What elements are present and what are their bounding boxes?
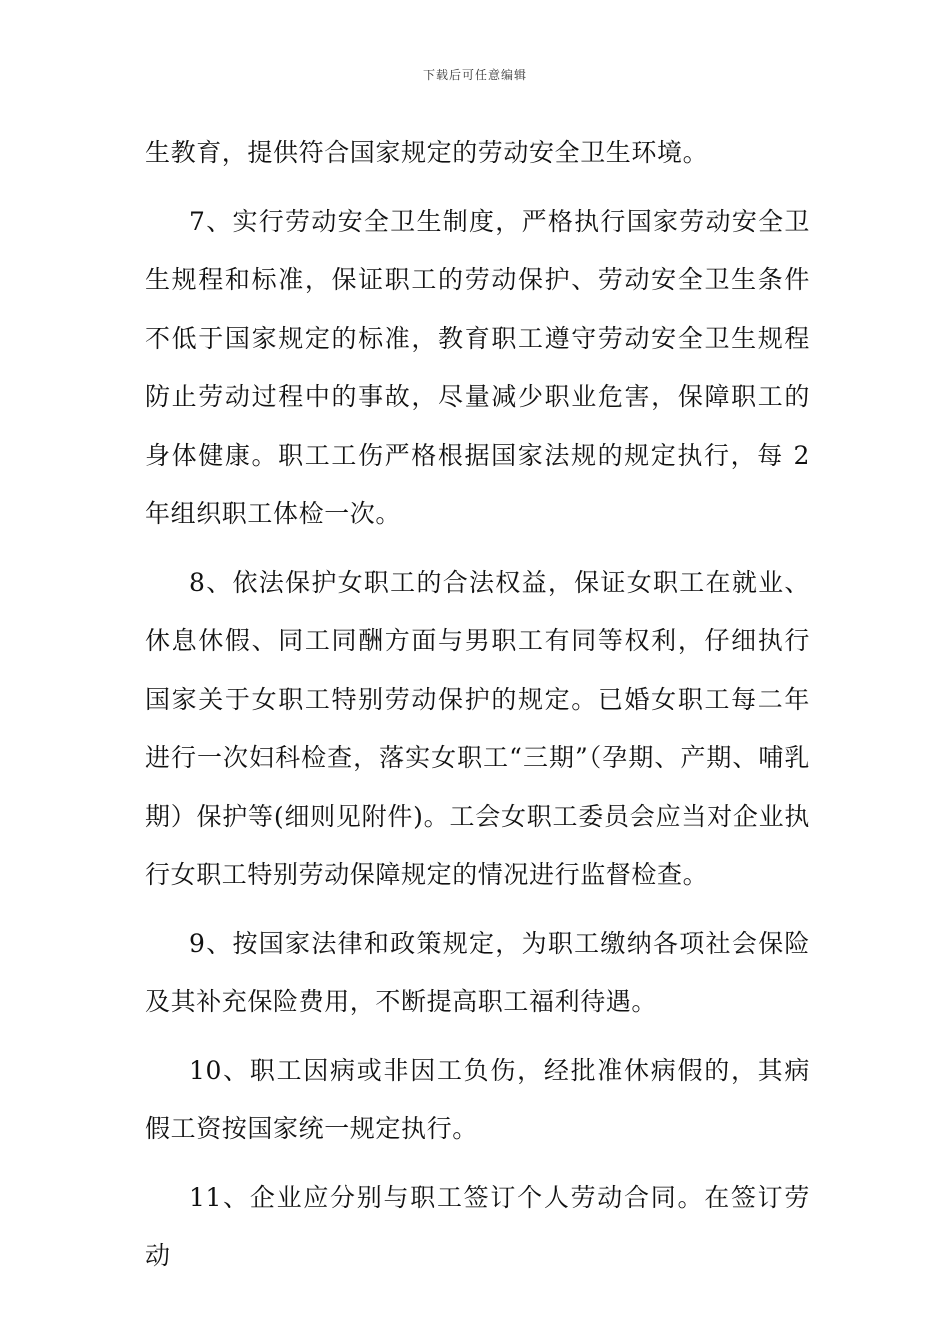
paragraph-item-8: 8、依法保护女职工的合法权益，保证女职工在就业、休息休假、同工同酬方面与男职工有同等权利，仔细执行国家关于女职工特别劳动保护的规定。已婚女职工每二年进行一次妇科检查，落实女职工“三期”（孕期、产期、哺乳期）保护等(细则见附件)。工会女职工委员会应当对企业执行女职工特别劳动保障规定的情况进行监督检查。	[145, 567, 810, 889]
document-body	[145, 124, 810, 1286]
paragraph-item-11: 11、企业应分别与职工签订个人劳动合同。在签订劳动	[145, 1182, 810, 1270]
paragraph-item-7: 7、实行劳动安全卫生制度，严格执行国家劳动安全卫生规程和标准，保证职工的劳动保护、劳动安全卫生条件不低于国家规定的标准，教育职工遵守劳动安全卫生规程防止劳动过程中的事故，尽量减少职业危害，保障职工的身体健康。职工工伤严格根据国家法规的规定执行，每 2 年组织职工体检一次。	[145, 206, 810, 528]
paragraph-item-10: 10、职工因病或非因工负伤，经批准休病假的，其病假工资按国家统一规定执行。	[145, 1055, 810, 1143]
paragraph-continuation: 生教育，提供符合国家规定的劳动安全卫生环境。	[145, 138, 709, 167]
page-header: 下载后可任意编辑	[422, 68, 527, 82]
paragraph-item-9: 9、按国家法律和政策规定，为职工缴纳各项社会保险及其补充保险费用，不断提高职工福利待遇。	[145, 928, 810, 1016]
